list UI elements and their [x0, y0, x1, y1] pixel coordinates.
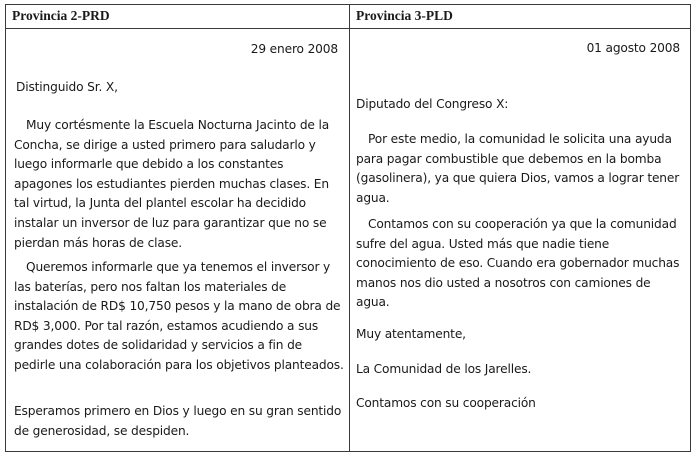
letter-postscript-right: Contamos con su cooperación — [356, 396, 536, 410]
column-header-left: Provincia 2-PRD — [6, 5, 349, 29]
letter-paragraph-right-2: Contamos con su cooperación ya que la comunidad sufre del agua. Usted más que nadie tiene conocimiento de eso. Cuando era gobernador muchas manos nos dio usted a nosotros con camiones de agua. — [356, 217, 680, 310]
letter-column-right — [350, 5, 690, 451]
letter-signature-right: La Comunidad de los Jarelles. — [356, 362, 532, 376]
letter-date-right: 01 agosto 2008 — [586, 41, 680, 55]
letter-paragraph-left-2: Queremos informarle que ya tenemos el inversor y las baterías, pero nos faltan los materiales de instalación de RD$ 10,750 pesos y la mano de obra de RD$ 3,000. Por tal razón, estamos acudiendo a sus grandes dotes de solidaridad y servicios a fin de pedirle una colaboración para los objetivos planteados. — [14, 260, 344, 372]
letter-paragraph-left-3: Esperamos primero en Dios y luego en su gran sentido de generosidad, se despiden. — [14, 404, 342, 438]
letter-paragraph-left-1: Muy cortésmente la Escuela Nocturna Jacinto de la Concha, se dirige a usted primero para saludarlo y luego informarle que debido a los constantes apagones los estudiantes pierden muchas clases. En tal virtud, la Junta del plantel escolar ha decidido instalar un inversor de luz para garantizar que no se pierdan más horas de clase. — [14, 118, 330, 250]
column-header-right: Provincia 3-PLD — [350, 5, 690, 29]
letter-date-left: 29 enero 2008 — [250, 42, 338, 56]
letters-table — [5, 4, 691, 452]
letter-closing-right: Muy atentamente, — [356, 327, 466, 341]
letter-column-left — [6, 5, 350, 451]
letter-greeting-left: Distinguido Sr. X, — [16, 80, 118, 94]
letter-addressee-right: Diputado del Congreso X: — [356, 97, 509, 111]
letter-paragraph-right-1: Por este medio, la comunidad le solicita una ayuda para pagar combustible que debemos en la bomba (gasolinera), ya que quiera Dios, vamos a lograr tener agua. — [356, 132, 680, 205]
